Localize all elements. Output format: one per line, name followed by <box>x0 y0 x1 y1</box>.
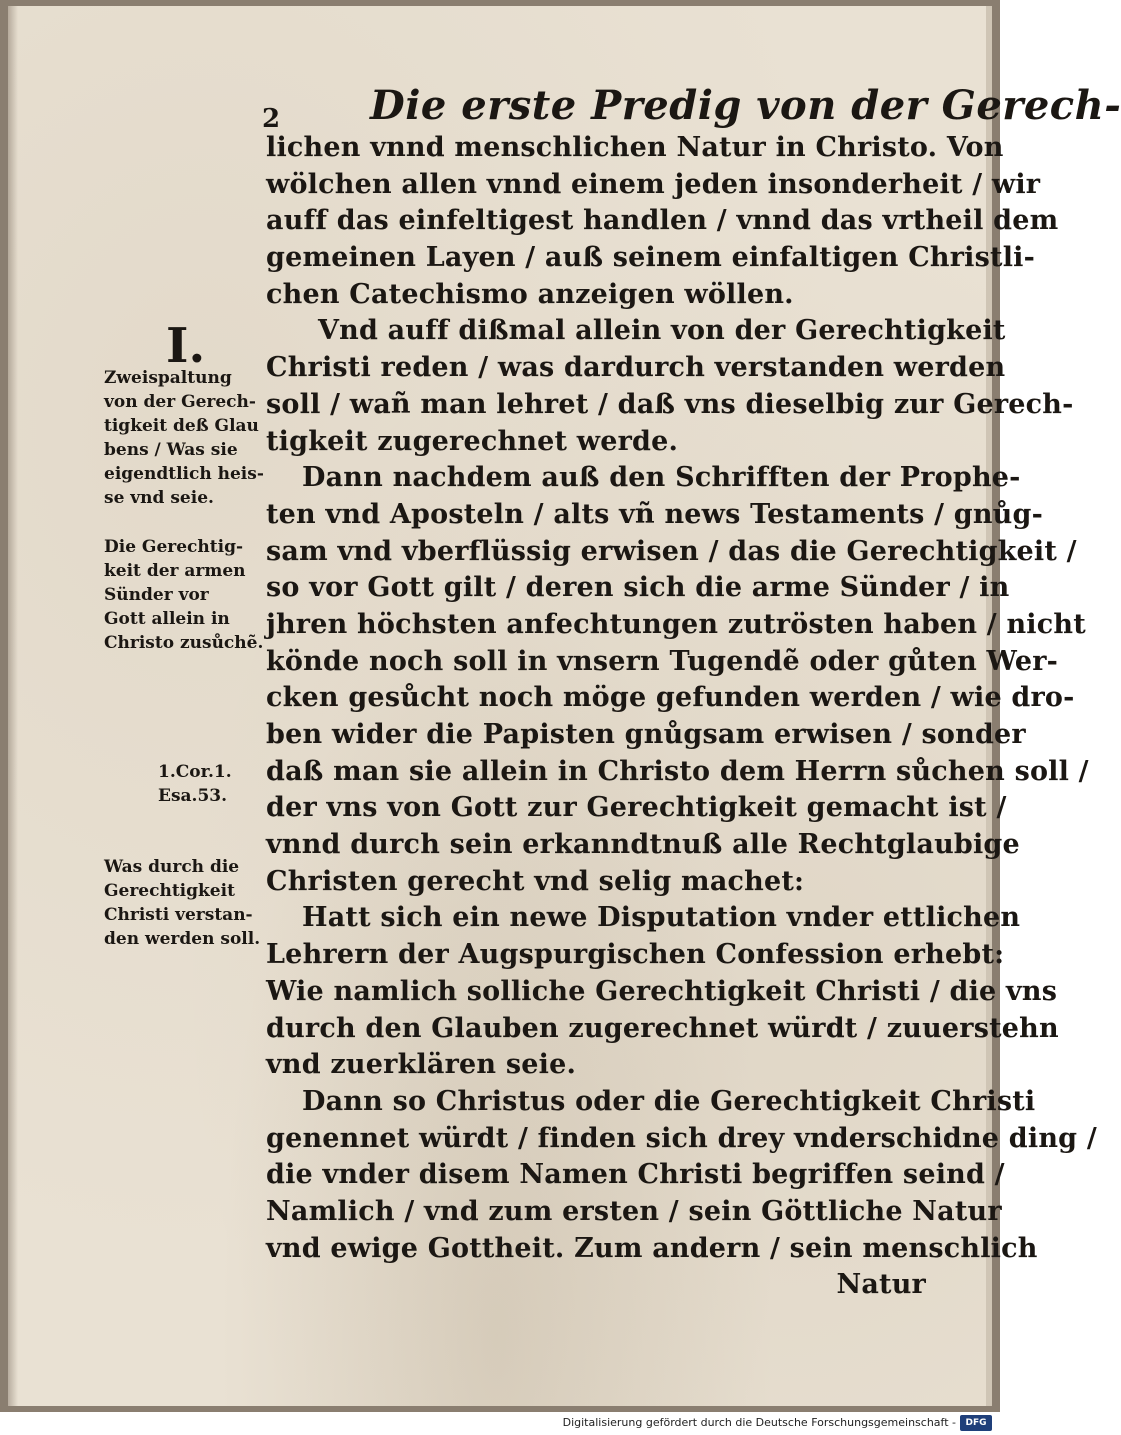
text-line: cken gesůcht noch möge gefunden werden / wie dro- <box>266 682 1075 714</box>
text-line: jhren höchsten anfechtungen zutrösten haben / nicht <box>266 608 1086 640</box>
margin-note-line: Die Gerechtig- <box>104 537 244 557</box>
page-gutter-shadow <box>8 6 18 1406</box>
text-line: ten vnd Aposteln / alts vñ news Testaments / gnůg- <box>266 498 1043 530</box>
margin-note-line: von der Gerech- <box>104 392 256 412</box>
scripture-ref: Esa.53. <box>158 786 228 806</box>
margin-note-line: tigkeit deß Glau <box>104 416 259 436</box>
text-line: durch den Glauben zugerechnet würdt / zuuerstehn <box>266 1012 1059 1044</box>
text-line: soll / wañ man lehret / daß vns dieselbig zur Gerech- <box>266 388 1074 420</box>
catchword: Natur <box>836 1269 926 1301</box>
text-line: so vor Gott gilt / deren sich die arme Sünder / in <box>266 572 1010 604</box>
text-line: Dann nachdem auß den Schrifften der Prophe- <box>302 462 1021 494</box>
margin-note-line: Christo zusůchẽ. <box>104 633 264 653</box>
margin-note-4 <box>104 855 262 951</box>
text-line: Namlich / vnd zum ersten / sein Göttliche Natur <box>266 1195 1002 1227</box>
margin-note-line: Gott allein in <box>104 609 230 629</box>
running-title: Die erste Predig von der Gerech- <box>370 82 1121 129</box>
margin-note-line: den werden soll. <box>104 929 261 949</box>
text-line: wölchen allen vnnd einem jeden insonderheit / wir <box>266 168 1041 200</box>
text-line: chen Catechismo anzeigen wöllen. <box>266 278 794 310</box>
margin-note-2 <box>104 535 262 655</box>
margin-note-line: Gerechtigkeit <box>104 881 235 901</box>
funding-credit: Digitalisierung gefördert durch die Deutsche Forschungsgemeinschaft - <box>562 1416 956 1429</box>
text-line: Christen gerecht vnd selig machet: <box>266 865 805 897</box>
text-line: auff das einfeltigest handlen / vnnd das vrtheil dem <box>266 205 1059 237</box>
section-numeral: I. <box>166 318 206 374</box>
text-line: Wie namlich solliche Gerechtigkeit Christi / die vns <box>266 975 1058 1007</box>
margin-note-line: keit der armen <box>104 561 246 581</box>
margin-note-1 <box>104 366 262 510</box>
text-line: daß man sie allein in Christo dem Herrn sůchen soll / <box>266 755 1089 787</box>
scripture-ref: 1.Cor.1. <box>158 762 232 782</box>
text-line: die vnder disem Namen Christi begriffen seind / <box>266 1159 1005 1191</box>
text-line: gemeinen Layen / auß seinem einfaltigen Christli- <box>266 242 1036 274</box>
text-line: vnd zuerklären seie. <box>266 1049 577 1081</box>
text-line: genennet würdt / finden sich drey vnderschidne ding / <box>266 1122 1097 1154</box>
page-number: 2 <box>262 104 281 134</box>
text-line: sam vnd vberflüssig erwisen / das die Gerechtigkeit / <box>266 535 1077 567</box>
text-line: Lehrern der Augspurgischen Confession erhebt: <box>266 939 1005 971</box>
margin-note-line: Was durch die <box>104 857 240 877</box>
margin-note-line: Zweispaltung <box>104 368 232 388</box>
text-line: tigkeit zugerechnet werde. <box>266 425 679 457</box>
margin-note-line: eigendtlich heis- <box>104 464 264 484</box>
margin-note-line: se vnd seie. <box>104 488 214 508</box>
text-line: Christi reden / was dardurch verstanden werden <box>266 352 1006 384</box>
text-line: vnd ewige Gottheit. Zum andern / sein menschlich <box>266 1232 1038 1264</box>
text-line: Vnd auff dißmal allein von der Gerechtigkeit <box>318 315 1006 347</box>
text-line: Hatt sich ein newe Disputation vnder ettlichen <box>302 902 1021 934</box>
text-line: der vns von Gott zur Gerechtigkeit gemacht ist / <box>266 792 1007 824</box>
margin-note-line: Christi verstan- <box>104 905 253 925</box>
text-line: könde noch soll in vnsern Tugendẽ oder gůten Wer- <box>266 645 1059 677</box>
body-text <box>266 130 1097 1304</box>
margin-note-line: bens / Was sie <box>104 440 238 460</box>
margin-note-line: Sünder vor <box>104 585 209 605</box>
text-line: Dann so Christus oder die Gerechtigkeit Christi <box>302 1085 1036 1117</box>
text-line: lichen vnnd menschlichen Natur in Christo. Von <box>266 132 1004 163</box>
dfg-logo-icon: DFG <box>960 1415 992 1431</box>
text-line: vnnd durch sein erkanndtnuß alle Rechtglaubige <box>266 829 1020 861</box>
page-header <box>262 82 1121 134</box>
digitization-footer <box>0 1412 1000 1435</box>
text-line: ben wider die Papisten gnůgsam erwisen / sonder <box>266 719 1026 750</box>
